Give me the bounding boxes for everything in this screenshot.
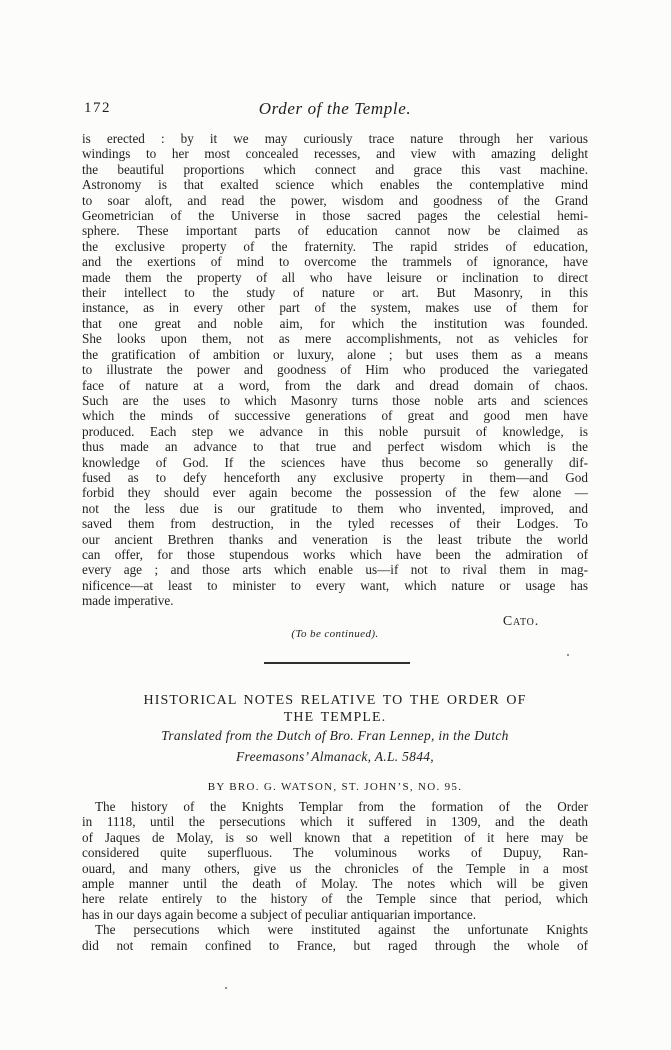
text-line: The persecutions which were instituted against the unfortunate Knights (95, 922, 588, 938)
text-line: sphere. These important parts of education cannot now be claimed as (82, 223, 588, 239)
text-line: knowledge of God. If the sciences have thus become so generally dif- (82, 454, 588, 470)
text-line: can offer, for those stupendous works which have been the admiration of (82, 546, 588, 562)
page-header (82, 99, 588, 119)
text-line: to soar aloft, and read the power, wisdom and goodness of the Grand (82, 192, 588, 208)
byline: BY BRO. G. WATSON, ST. JOHN’S, NO. 95. (207, 781, 463, 793)
text-line: their intellect to the study of nature or art. But Masonry, in this (82, 285, 588, 301)
text-line: The history of the Knights Templar from the formation of the Order (95, 799, 588, 814)
article-notes-body (82, 799, 588, 953)
text-line: of Jaques de Molay, is so well known that a repetition of it here may be (82, 829, 588, 845)
section-divider-rule (264, 662, 410, 664)
text-line: She looks upon them, not as mere accomplishments, not as vehicles for (82, 331, 588, 347)
text-line: instance, as in every other part of the system, makes use of them for (82, 300, 588, 316)
text-line: and the exertions of mind to overcome the trammels of ignorance, have (82, 254, 588, 270)
text-line: our ancient Brethren thanks and veneration is the least tribute the world (82, 531, 588, 547)
text-line: windings to her most concealed recesses, and view with amazing delight (82, 146, 588, 162)
author-signature: Cato. (502, 614, 539, 629)
text-line: the exclusive property of the fraternity. The rapid strides of education, (82, 238, 588, 254)
text-line: thus made an advance to that true and perfect wisdom which is the (82, 439, 588, 455)
text-line: Astronomy is that exalted science which enables the contemplative mind (82, 177, 588, 193)
text-line: every age ; and those arts which enable us—if not to rival them in mag- (82, 562, 588, 578)
text-line: produced. Each step we advance in this noble pursuit of knowledge, is (82, 423, 588, 439)
text-line: to illustrate the power and goodness of Him who produced the variegated (82, 362, 588, 378)
text-line: Freemasons’ Almanack, A.L. 5844, (236, 748, 434, 764)
text-line: saved them from destruction, in the tyled recesses of their Lodges. To (82, 516, 588, 532)
article-title (82, 693, 588, 726)
text-line: in 1118, until the persecutions which it suffered in 1309, and the death (82, 814, 588, 830)
article-cato-body (82, 131, 588, 609)
text-line: ouard, and many others, give us the chronicles of the Temple in a most (82, 860, 588, 876)
text-line: is erected : by it we may curiously trace nature through her various (82, 131, 588, 146)
text-line: forbid they should ever again become the possession of the few alone — (82, 485, 588, 501)
text-line: the beautiful proportions which connect and grace this vast machine. (82, 161, 588, 177)
text-line: Translated from the Dutch of Bro. Fran Lennep, in the Dutch (161, 728, 509, 743)
text-line: has in our days again become a subject of peculiar antiquarian importance. (82, 906, 477, 922)
text-line: Such are the uses to which Masonry turns those noble arts and sciences (82, 392, 588, 408)
text-line: Geometrician of the Universe in those sacred pages the celestial hemi- (82, 208, 588, 224)
byline-row (82, 777, 588, 795)
paragraph (82, 799, 588, 922)
running-title: Order of the Temple. (258, 99, 412, 118)
text-line: THE TEMPLE. (283, 709, 387, 725)
text-line: did not remain confined to France, but raged through the whole of (82, 937, 588, 953)
article-subtitle (82, 726, 588, 767)
text-line: the gratification of ambition or luxury, alone ; but uses them as a means (82, 346, 588, 362)
page-number: 172 (84, 100, 111, 116)
text-line: considered quite superfluous. The voluminous works of Dupuy, Ran- (82, 845, 588, 861)
scan-speck (567, 654, 569, 656)
text-line: here relate entirely to the history of the Temple since that period, which (82, 891, 588, 907)
text-line: face of nature at a word, from the dark and dread domain of chaos. (82, 377, 588, 393)
text-line: made imperative. (82, 593, 174, 609)
text-line: HISTORICAL NOTES RELATIVE TO THE ORDER OF (143, 693, 527, 708)
text-line: fused as to defy henceforth any exclusive property in them—and God (82, 469, 588, 485)
text-line: not the less due is our gratitude to them who invented, improved, and (82, 500, 588, 516)
text-line: that one great and noble aim, for which the institution was founded. (82, 315, 588, 331)
scan-speck (225, 987, 227, 989)
text-line: which the minds of successive generations of great and good men have (82, 408, 588, 424)
continuation-note: (To be continued). (291, 628, 379, 640)
text-line: ample manner until the death of Molay. The notes which will be given (82, 876, 588, 892)
text-line: nificence—at least to minister to every want, which nature or usage has (82, 577, 588, 593)
paragraph (82, 922, 588, 953)
text-line: made them the property of all who have leisure or inclination to direct (82, 269, 588, 285)
